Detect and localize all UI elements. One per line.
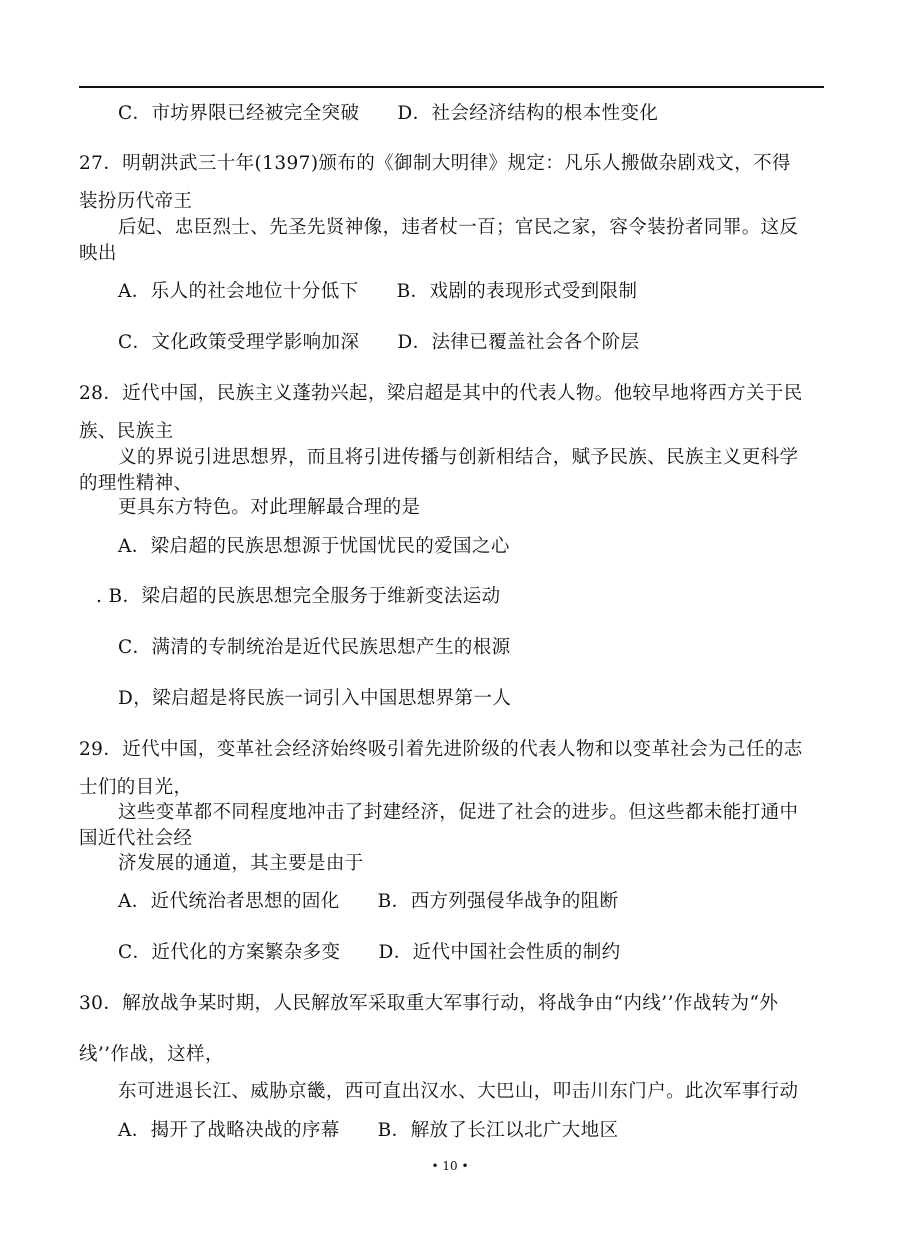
q28-stem-line-4: 的理性精神、 xyxy=(79,473,193,494)
q29-option-c: C．近代化的方案繁杂多变 xyxy=(118,942,341,963)
q29-stem-line-4: 国近代社会经 xyxy=(79,828,193,849)
q27-options-row-ab xyxy=(118,280,637,304)
q30-stem-line-2: 线’’作战，这样， xyxy=(79,1044,224,1065)
q29-option-d: D．近代中国社会性质的制约 xyxy=(378,942,621,963)
page-number: • 10 • xyxy=(431,1159,469,1173)
q27-option-b: B．戏剧的表现形式受到限制 xyxy=(396,281,638,302)
q28-stem-line-3: 义的界说引进思想界，而且将引进传播与创新相结合，赋予民族、民族主义更科学 xyxy=(118,447,799,468)
q27-options-row-cd xyxy=(118,331,639,355)
q29-stem-line-5: 济发展的通道，其主要是由于 xyxy=(118,853,364,874)
q27-option-a: A．乐人的社会地位十分低下 xyxy=(118,281,359,302)
q27-option-d: D．法律已覆盖社会各个阶层 xyxy=(397,332,640,353)
q29-stem-line-1: 29．近代中国，变革社会经济始终吸引着先进阶级的代表人物和以变革社会为己任的志 xyxy=(79,739,803,760)
q26-option-d: D．社会经济结构的根本性变化 xyxy=(397,103,659,124)
q30-stem-line-3: 东可进退长江、威胁京畿，西可直出汉水、大巴山，叩击川东门户。此次军事行动 xyxy=(118,1081,799,1102)
q28-option-d: D，梁启超是将民族一词引入中国思想界第一人 xyxy=(118,688,512,709)
q26-option-c: C．市坊界限已经被完全突破 xyxy=(118,103,360,124)
q29-stem-line-2: 士们的目光， xyxy=(79,777,193,798)
q28-stem-line-5: 更具东方特色。对此理解最合理的是 xyxy=(118,497,421,518)
q29-options-row-cd xyxy=(118,941,621,965)
q28-stem-line-1: 28．近代中国，民族主义蓬勃兴起，梁启超是其中的代表人物。他较早地将西方关于民 xyxy=(79,383,803,404)
q29-options-row-ab xyxy=(118,890,618,914)
q28-stem-line-2: 族、民族主 xyxy=(79,421,174,442)
q29-stem-line-3: 这些变革都不同程度地冲击了封建经济，促进了社会的进步。但这些都未能打通中 xyxy=(118,802,799,823)
q27-option-c: C．文化政策受理学影响加深 xyxy=(118,332,360,353)
q27-stem-line-4: 映出 xyxy=(79,243,117,264)
q30-option-b: B．解放了长江以北广大地区 xyxy=(377,1120,619,1141)
q28-option-a: A．梁启超的民族思想源于忧国忧民的爱国之心 xyxy=(118,536,510,557)
q30-stem-line-1: 30．解放战争某时期，人民解放军采取重大军事行动，将战争由“内线’’作战转为“外 xyxy=(79,993,779,1014)
q27-stem-line-2: 装扮历代帝王 xyxy=(79,191,193,212)
q30-option-a: A．揭开了战略决战的序幕 xyxy=(118,1120,340,1141)
q27-stem-line-1: 27．明朝洪武三十年(1397)颁布的《御制大明律》规定：凡乐人搬做杂剧戏文，不得 xyxy=(79,153,791,174)
header-rule xyxy=(79,86,824,88)
q26-options-row-cd xyxy=(118,102,658,126)
q28-option-c: C．满清的专制统治是近代民族思想产生的根源 xyxy=(118,637,511,658)
q30-options-row-ab xyxy=(118,1119,618,1143)
q29-option-b: B．西方列强侵华战争的阻断 xyxy=(377,891,619,912)
q28-option-b: . B．梁启超的民族思想完全服务于维新变法运动 xyxy=(96,586,501,607)
q29-option-a: A．近代统治者思想的固化 xyxy=(118,891,340,912)
q27-stem-line-3: 后妃、忠臣烈士、先圣先贤神像，违者杖一百；官民之家，容令装扮者同罪。这反 xyxy=(118,217,799,238)
